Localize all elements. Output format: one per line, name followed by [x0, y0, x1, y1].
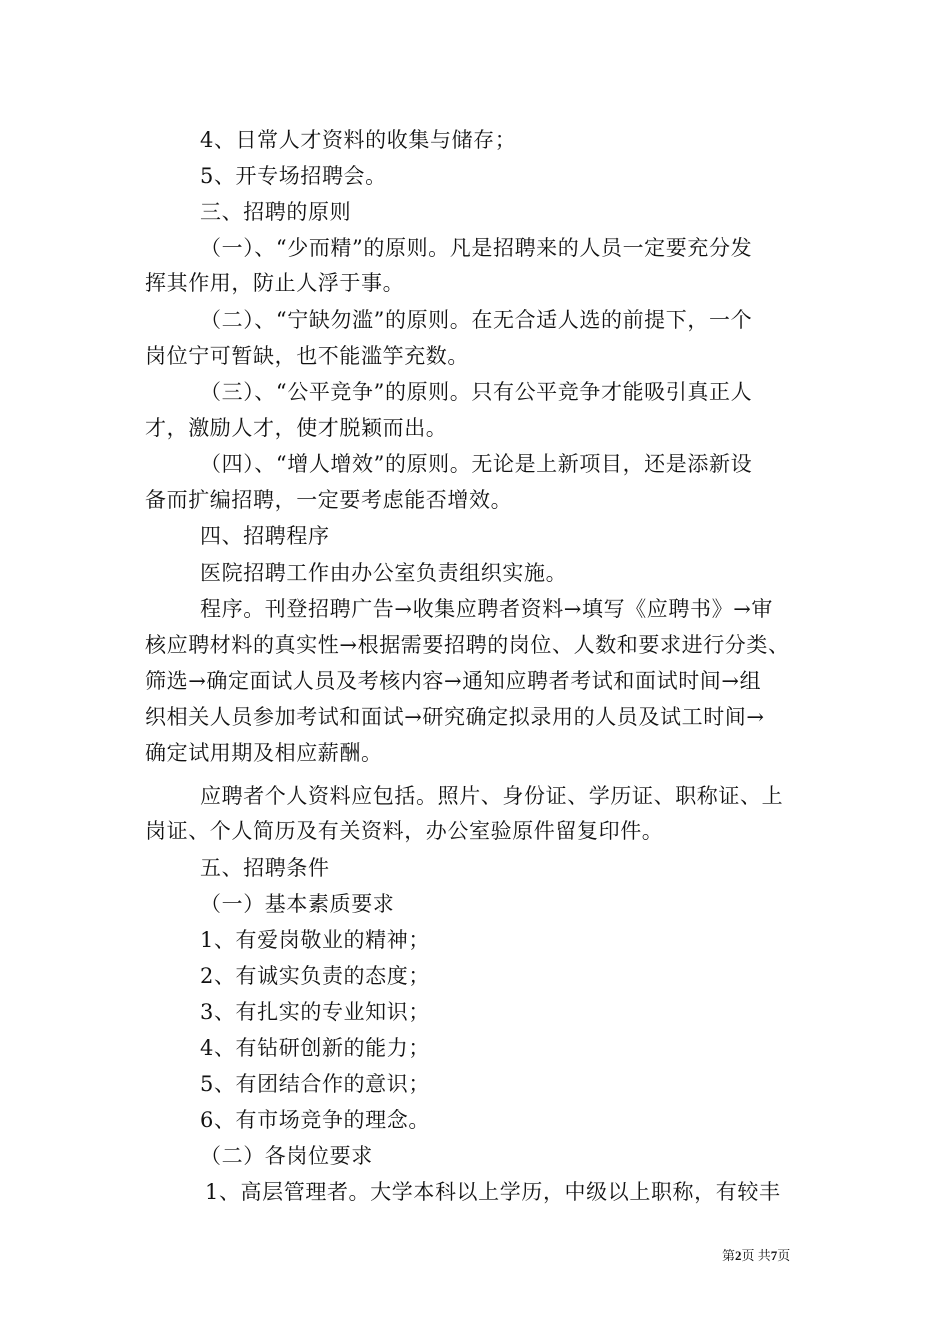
- section-heading: 五、招聘条件: [200, 856, 330, 880]
- text-line: 挥其作用，防止人浮于事。: [145, 271, 405, 295]
- sub-heading: （二）各岗位要求: [200, 1144, 373, 1168]
- text-line: 程序。刊登招聘广告→收集应聘者资料→填写《应聘书》→审: [200, 597, 773, 621]
- page-footer: [722, 1247, 790, 1265]
- sub-heading: （一）基本素质要求: [200, 892, 395, 916]
- list-item: 2、有诚实负责的态度；: [200, 964, 430, 988]
- current-page-number: 2: [735, 1248, 742, 1263]
- footer-middle: 页 共: [741, 1248, 771, 1263]
- text-line: 织相关人员参加考试和面试→研究确定拟录用的人员及试工时间→: [145, 705, 765, 729]
- text-line: 确定试用期及相应薪酬。: [145, 741, 383, 765]
- section-heading: 三、招聘的原则: [200, 200, 352, 224]
- list-item: 3、有扎实的专业知识；: [200, 1000, 430, 1024]
- list-item: 4、有钻研创新的能力；: [200, 1036, 430, 1060]
- total-pages-number: 7: [770, 1248, 778, 1263]
- list-item: 5、有团结合作的意识；: [200, 1072, 430, 1096]
- footer-suffix: 页: [777, 1248, 791, 1263]
- text-line: （一）、“少而精”的原则。凡是招聘来的人员一定要充分发: [200, 236, 753, 260]
- text-line: （四）、“增人增效”的原则。无论是上新项目，还是添新设: [200, 452, 753, 476]
- text-line: 1、高层管理者。大学本科以上学历，中级以上职称，有较丰: [205, 1180, 781, 1204]
- text-line: 4、日常人才资料的收集与储存；: [200, 128, 517, 152]
- text-line: 岗证、个人简历及有关资料，办公室验原件留复印件。: [145, 819, 664, 843]
- text-line: （二）、“宁缺勿滥”的原则。在无合适人选的前提下，一个: [200, 308, 753, 332]
- section-heading: 四、招聘程序: [200, 524, 330, 548]
- text-line: 筛选→确定面试人员及考核内容→通知应聘者考试和面试时间→组: [145, 669, 762, 693]
- list-item: 6、有市场竞争的理念。: [200, 1108, 430, 1132]
- text-line: 备而扩编招聘，一定要考虑能否增效。: [145, 488, 513, 512]
- text-line: 应聘者个人资料应包括。照片、身份证、学历证、职称证、上: [200, 784, 784, 808]
- text-line: 核应聘材料的真实性→根据需要招聘的岗位、人数和要求进行分类、: [145, 633, 790, 657]
- text-line: 医院招聘工作由办公室负责组织实施。: [200, 561, 568, 585]
- text-line: 岗位宁可暂缺，也不能滥竽充数。: [145, 344, 469, 368]
- list-item: 1、有爱岗敬业的精神；: [200, 928, 430, 952]
- text-line: 才，激励人才，使才脱颖而出。: [145, 416, 448, 440]
- text-line: 5、开专场招聘会。: [200, 164, 387, 188]
- text-line: （三）、“公平竞争”的原则。只有公平竞争才能吸引真正人: [200, 380, 753, 404]
- footer-prefix: 第: [722, 1248, 736, 1263]
